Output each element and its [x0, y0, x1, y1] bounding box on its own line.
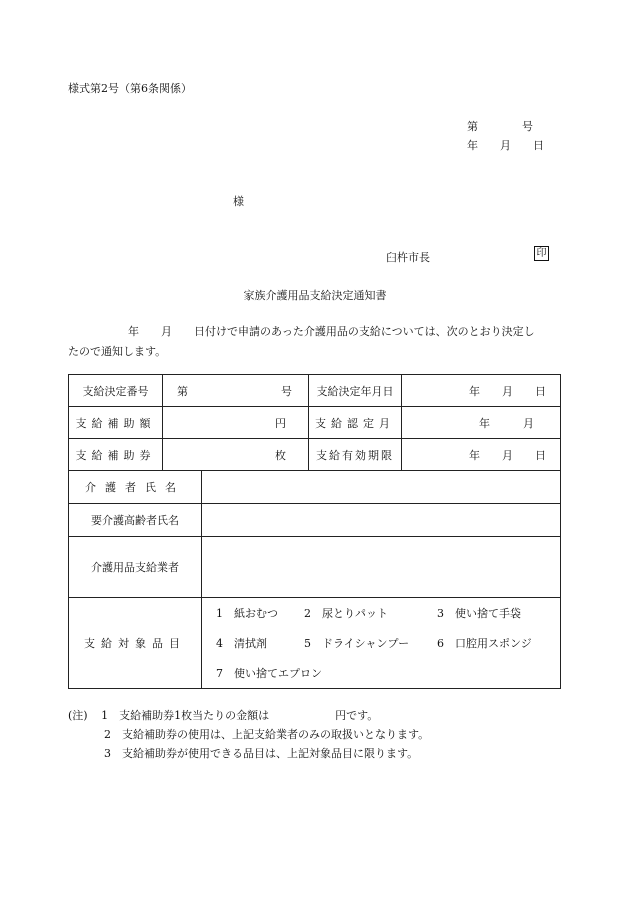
note-1-text: 1 支給補助券1枚当たりの金額は 円です。 — [101, 709, 379, 722]
addressee: 様 — [233, 195, 244, 208]
document-title: 家族介護用品支給決定通知書 — [243, 289, 387, 302]
decision-number-field — [163, 375, 309, 407]
elderly-name-label: 要介護高齢者氏名 — [69, 504, 202, 537]
document-number: 第 号 — [467, 120, 533, 133]
validity-period-field: 年 月 日 — [402, 439, 561, 471]
table-row — [69, 598, 561, 689]
list-item: 4 清拭剤 — [216, 637, 267, 650]
issuer-name: 臼杵市長 — [386, 251, 430, 264]
body-text-line2: たので通知します。 — [68, 345, 167, 358]
decision-number-prefix: 第 — [177, 384, 188, 398]
decision-number-suffix: 号 — [281, 384, 292, 398]
subsidy-amount-field: 円 — [163, 407, 309, 439]
list-item: 2 尿とりパット — [304, 607, 388, 620]
subsidy-amount-label: 支給補助額 — [69, 407, 163, 439]
form-number: 様式第2号（第6条関係） — [68, 82, 192, 95]
subsidy-ticket-field: 枚 — [163, 439, 309, 471]
subsidy-ticket-label: 支給補助券 — [69, 439, 163, 471]
table-row — [69, 504, 561, 537]
document-date: 年 月 日 — [467, 139, 544, 152]
target-items-list — [202, 598, 561, 689]
decision-number-label: 支給決定番号 — [69, 375, 163, 407]
decision-date-label: 支給決定年月日 — [309, 375, 402, 407]
approval-month-label: 支給認定月 — [309, 407, 402, 439]
table-row — [69, 375, 561, 407]
table-row — [69, 471, 561, 504]
validity-period-label: 支給有効期限 — [309, 439, 402, 471]
body-text-line1: 年 月 日付けで申請のあった介護用品の支給については、次のとおり決定し — [128, 325, 535, 338]
note-2: 2 支給補助券の使用は、上記支給業者のみの取扱いとなります。 — [104, 728, 430, 741]
caregiver-name-label: 介護者氏名 — [69, 471, 202, 504]
table-row — [69, 537, 561, 598]
list-item: 1 紙おむつ — [216, 607, 278, 620]
notes-prefix: (注) — [68, 709, 88, 722]
list-item: 3 使い捨て手袋 — [437, 607, 521, 620]
list-item: 7 使い捨てエプロン — [216, 667, 322, 680]
caregiver-name-field — [202, 471, 561, 504]
notes-section — [68, 706, 429, 763]
note-1 — [68, 706, 429, 725]
table-row — [69, 439, 561, 471]
elderly-name-field — [202, 504, 561, 537]
list-item: 6 口腔用スポンジ — [437, 637, 532, 650]
decision-table — [68, 374, 561, 689]
supplier-field — [202, 537, 561, 598]
supplier-label: 介護用品支給業者 — [69, 537, 202, 598]
note-3: 3 支給補助券が使用できる品目は、上記対象品目に限ります。 — [104, 747, 419, 760]
approval-month-field: 年 月 — [402, 407, 561, 439]
target-items-label: 支給対象品目 — [69, 598, 202, 689]
list-item: 5 ドライシャンプー — [304, 637, 410, 650]
seal-mark: 印 — [534, 246, 549, 261]
decision-date-field: 年 月 日 — [402, 375, 561, 407]
table-row — [69, 407, 561, 439]
